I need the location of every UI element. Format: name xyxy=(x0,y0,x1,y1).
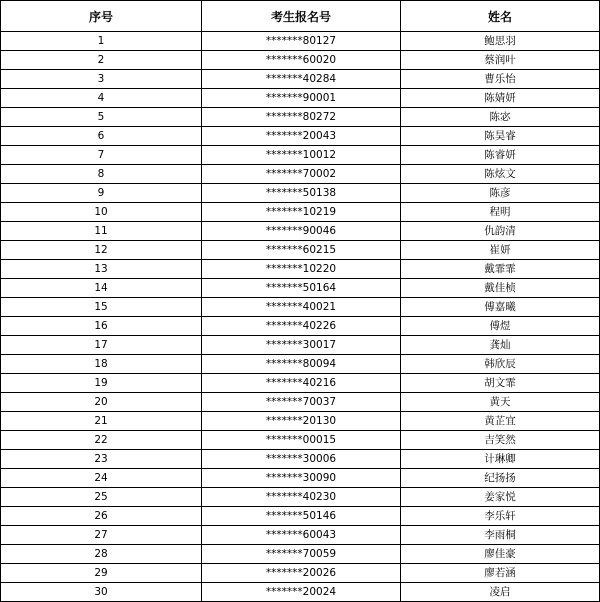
cell-name: 仇韵清 xyxy=(401,222,600,241)
cell-registration-no: *******70002 xyxy=(202,165,401,184)
cell-registration-no: *******80272 xyxy=(202,108,401,127)
cell-registration-no: *******20024 xyxy=(202,583,401,602)
cell-seq-no: 22 xyxy=(1,431,202,450)
cell-seq-no: 12 xyxy=(1,241,202,260)
cell-registration-no: *******70037 xyxy=(202,393,401,412)
table-row xyxy=(1,336,600,355)
cell-name: 傅煜 xyxy=(401,317,600,336)
cell-seq-no: 19 xyxy=(1,374,202,393)
cell-registration-no: *******00015 xyxy=(202,431,401,450)
table-row xyxy=(1,412,600,431)
cell-registration-no: *******60043 xyxy=(202,526,401,545)
cell-registration-no: *******60215 xyxy=(202,241,401,260)
cell-registration-no: *******40021 xyxy=(202,298,401,317)
cell-name: 陈婧妍 xyxy=(401,89,600,108)
header-registration-no: 考生报名号 xyxy=(202,1,401,32)
cell-name: 龚灿 xyxy=(401,336,600,355)
cell-name: 蔡润叶 xyxy=(401,51,600,70)
cell-name: 戴霏霏 xyxy=(401,260,600,279)
table-row xyxy=(1,70,600,89)
cell-registration-no: *******30006 xyxy=(202,450,401,469)
cell-registration-no: *******50138 xyxy=(202,184,401,203)
table-row xyxy=(1,127,600,146)
cell-registration-no: *******70059 xyxy=(202,545,401,564)
cell-registration-no: *******40284 xyxy=(202,70,401,89)
table-row xyxy=(1,469,600,488)
cell-seq-no: 9 xyxy=(1,184,202,203)
table-row xyxy=(1,488,600,507)
cell-name: 戴佳桢 xyxy=(401,279,600,298)
cell-seq-no: 11 xyxy=(1,222,202,241)
cell-registration-no: *******50164 xyxy=(202,279,401,298)
cell-name: 姜家悦 xyxy=(401,488,600,507)
cell-seq-no: 8 xyxy=(1,165,202,184)
cell-seq-no: 2 xyxy=(1,51,202,70)
cell-registration-no: *******10012 xyxy=(202,146,401,165)
cell-name: 廖佳豪 xyxy=(401,545,600,564)
table-row xyxy=(1,393,600,412)
cell-name: 纪扬扬 xyxy=(401,469,600,488)
table-row xyxy=(1,184,600,203)
header-row xyxy=(1,1,600,32)
cell-name: 陈昊睿 xyxy=(401,127,600,146)
cell-registration-no: *******30090 xyxy=(202,469,401,488)
cell-registration-no: *******10220 xyxy=(202,260,401,279)
cell-seq-no: 29 xyxy=(1,564,202,583)
cell-registration-no: *******40230 xyxy=(202,488,401,507)
cell-seq-no: 26 xyxy=(1,507,202,526)
table-row xyxy=(1,32,600,51)
cell-registration-no: *******30017 xyxy=(202,336,401,355)
table-row xyxy=(1,583,600,602)
table-row xyxy=(1,374,600,393)
cell-seq-no: 5 xyxy=(1,108,202,127)
cell-registration-no: *******40216 xyxy=(202,374,401,393)
cell-registration-no: *******10219 xyxy=(202,203,401,222)
header-name: 姓名 xyxy=(401,1,600,32)
table-row xyxy=(1,450,600,469)
table-row xyxy=(1,222,600,241)
cell-registration-no: *******80094 xyxy=(202,355,401,374)
cell-registration-no: *******40226 xyxy=(202,317,401,336)
cell-seq-no: 10 xyxy=(1,203,202,222)
cell-name: 黄芷宜 xyxy=(401,412,600,431)
cell-registration-no: *******90001 xyxy=(202,89,401,108)
cell-seq-no: 16 xyxy=(1,317,202,336)
cell-name: 陈彦 xyxy=(401,184,600,203)
cell-seq-no: 18 xyxy=(1,355,202,374)
cell-name: 傅嘉曦 xyxy=(401,298,600,317)
table-row xyxy=(1,507,600,526)
cell-name: 程明 xyxy=(401,203,600,222)
cell-name: 黄天 xyxy=(401,393,600,412)
cell-seq-no: 4 xyxy=(1,89,202,108)
cell-name: 曹乐怡 xyxy=(401,70,600,89)
cell-name: 廖若涵 xyxy=(401,564,600,583)
table-row xyxy=(1,241,600,260)
table-row xyxy=(1,298,600,317)
cell-registration-no: *******90046 xyxy=(202,222,401,241)
cell-seq-no: 13 xyxy=(1,260,202,279)
cell-seq-no: 24 xyxy=(1,469,202,488)
cell-seq-no: 27 xyxy=(1,526,202,545)
table-row xyxy=(1,51,600,70)
cell-registration-no: *******20026 xyxy=(202,564,401,583)
cell-name: 李乐轩 xyxy=(401,507,600,526)
header-seq-no: 序号 xyxy=(1,1,202,32)
cell-seq-no: 1 xyxy=(1,32,202,51)
cell-name: 吉笑然 xyxy=(401,431,600,450)
table-body xyxy=(1,32,600,602)
table-row xyxy=(1,89,600,108)
cell-name: 李雨桐 xyxy=(401,526,600,545)
cell-name: 陈炫文 xyxy=(401,165,600,184)
table-row xyxy=(1,279,600,298)
cell-name: 韩欣辰 xyxy=(401,355,600,374)
table-row xyxy=(1,165,600,184)
table-row xyxy=(1,545,600,564)
cell-name: 凌启 xyxy=(401,583,600,602)
cell-registration-no: *******60020 xyxy=(202,51,401,70)
cell-registration-no: *******80127 xyxy=(202,32,401,51)
cell-registration-no: *******50146 xyxy=(202,507,401,526)
cell-seq-no: 7 xyxy=(1,146,202,165)
cell-seq-no: 14 xyxy=(1,279,202,298)
cell-seq-no: 25 xyxy=(1,488,202,507)
cell-seq-no: 28 xyxy=(1,545,202,564)
cell-name: 崔妍 xyxy=(401,241,600,260)
cell-seq-no: 23 xyxy=(1,450,202,469)
table-row xyxy=(1,108,600,127)
cell-seq-no: 17 xyxy=(1,336,202,355)
table-row xyxy=(1,355,600,374)
table-row xyxy=(1,203,600,222)
cell-registration-no: *******20130 xyxy=(202,412,401,431)
table-row xyxy=(1,431,600,450)
table-row xyxy=(1,564,600,583)
cell-seq-no: 21 xyxy=(1,412,202,431)
cell-seq-no: 20 xyxy=(1,393,202,412)
cell-seq-no: 3 xyxy=(1,70,202,89)
cell-name: 陈宓 xyxy=(401,108,600,127)
table-row xyxy=(1,526,600,545)
cell-name: 胡文霏 xyxy=(401,374,600,393)
cell-name: 鲍思羽 xyxy=(401,32,600,51)
cell-seq-no: 15 xyxy=(1,298,202,317)
table-row xyxy=(1,146,600,165)
cell-registration-no: *******20043 xyxy=(202,127,401,146)
cell-seq-no: 6 xyxy=(1,127,202,146)
table-row xyxy=(1,317,600,336)
table-row xyxy=(1,260,600,279)
cell-name: 陈睿妍 xyxy=(401,146,600,165)
cell-seq-no: 30 xyxy=(1,583,202,602)
cell-name: 计琳卿 xyxy=(401,450,600,469)
table-header xyxy=(1,1,600,32)
